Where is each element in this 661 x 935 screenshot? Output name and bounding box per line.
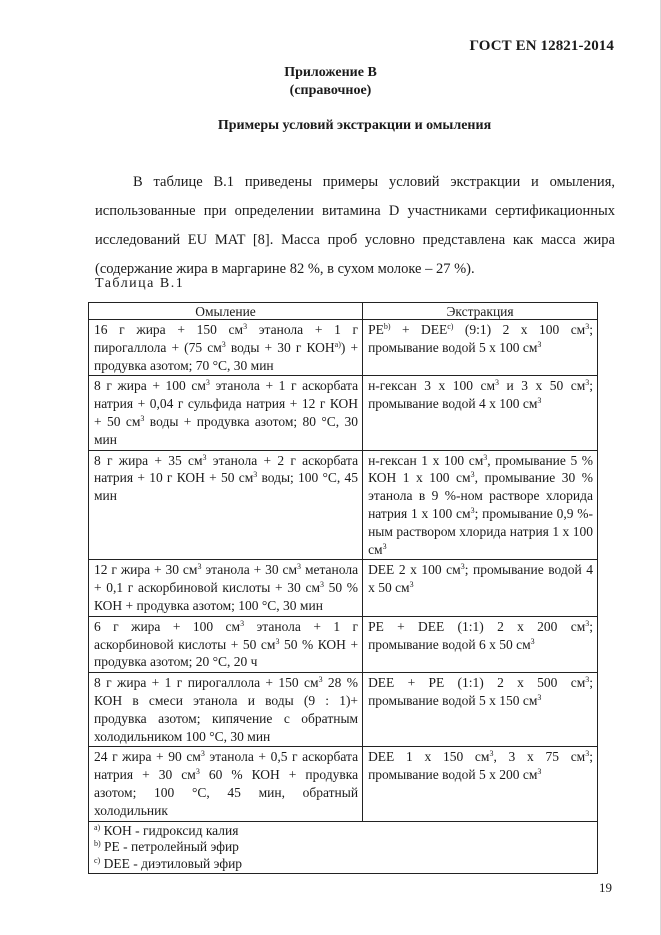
saponification-cell: 12 г жира + 30 $см^3$ этанола + 30 $см^3$ метанола + 0,1 г аскорбиновой кислоты + 30 $см^3$ 50 % КОН + продувка азотом; 100 °C, 30 мин <box>89 560 363 616</box>
footnote: $^{a)}$ КОН - гидроксид калия <box>94 822 239 838</box>
annex-subtitle: (справочное) <box>289 83 372 98</box>
header-extraction: Экстракция <box>363 303 598 320</box>
annex-title: Приложение В <box>284 65 377 80</box>
saponification-cell: 6 г жира + 100 $см^3$ этанола + 1 г аскорбиновой кислоты + 50 $см^3$ 50 % КОН + продувка азотом; 20 °C, 20 ч <box>89 616 363 672</box>
footnotes-row <box>89 821 598 874</box>
footnote-mark: b) <box>94 839 101 849</box>
table-row <box>89 376 598 450</box>
table-row <box>89 560 598 616</box>
table-header-row <box>89 303 598 320</box>
section-title: Примеры условий экстракции и омыления <box>217 118 492 133</box>
intro-paragraph: В таблице В.1 приведены примеры условий экстракции и омыления, использованные при определении витамина D участниками сертификационных исследований EU MAT [8]. Масса проб условно представлена как масса жира (содержание жира в маргарине 82 %, в сухом молоке – 27 %). <box>95 174 615 277</box>
table-row <box>89 747 598 821</box>
table-row <box>89 673 598 747</box>
table-row <box>89 616 598 672</box>
header-saponification: Омыление <box>89 303 363 320</box>
extraction-cell: PE + DEE (1:1) 2 x 200 $см^3$; промывание водой 6 x 50 $см^3$ <box>363 616 598 672</box>
conditions-table <box>88 302 598 874</box>
saponification-cell: 16 г жира + 150 $см^3$ этанола + 1 г пирогаллола + (75 $см^3$ воды + 30 г $КОН^{a)}$) + продувка азотом; 70 °C, 30 мин <box>89 320 363 376</box>
extraction-cell: $PE^{b)} + DEE^{c)}$ (9:1) 2 x 100 $см^3$; промывание водой 5 x 100 $см^3$ <box>363 320 598 376</box>
extraction-cell: DEE + PE (1:1) 2 x 500 $см^3$; промывание водой 5 x 150 $см^3$ <box>363 673 598 747</box>
extraction-cell: н-гексан 1 x 100 $см^3$, промывание 5 % КОН 1 x 100 $см^3$, промывание 30 % этанола в 9 %-ном растворе хлорида натрия 1 x 100 $см^3$; промывание 0,9 %-ным раствором хлорида натрия 1 x 100 $см^3$ <box>363 450 598 560</box>
table-row <box>89 320 598 376</box>
extraction-cell: DEE 1 x 150 $см^3$, 3 x 75 $см^3$; промывание водой 5 x 200 $см^3$ <box>363 747 598 821</box>
footnote-mark: a) <box>94 822 101 832</box>
footnote: $^{b)}$ PE - петролейный эфир <box>94 839 239 855</box>
table-row <box>89 450 598 560</box>
standard-code: ГОСТ EN 12821-2014 <box>469 38 614 54</box>
extraction-cell: н-гексан 3 x 100 $см^3$ и 3 x 50 $см^3$; промывание водой 4 x 100 $см^3$ <box>363 376 598 450</box>
extraction-cell: DEE 2 x 100 $см^3$; промывание водой 4 x 50 $см^3$ <box>363 560 598 616</box>
footnote: $^{c)}$ DEE - диэтиловый эфир <box>94 855 243 871</box>
saponification-cell: 8 г жира + 100 $см^3$ этанола + 1 г аскорбата натрия + 0,04 г сульфида натрия + 12 г КОН + 50 $см^3$ воды + продувка азотом; 80 °C, 30 мин <box>89 376 363 450</box>
footnote-mark: c) <box>94 855 101 865</box>
footnotes-cell <box>89 821 598 874</box>
page-number: 19 <box>599 880 612 895</box>
saponification-cell: 8 г жира + 1 г пирогаллола + 150 $см^3$ 28 % КОН в смеси этанола и воды (9 : 1)+ продувка азотом; кипячение с обратным холодильником 100 °C, 30 мин <box>89 673 363 747</box>
table-caption: Таблица В.1 <box>95 276 185 291</box>
saponification-cell: 24 г жира + 90 $см^3$ этанола + 0,5 г аскорбата натрия + 30 $см^3$ 60 % КОН + продувка азотом; 100 °C, 45 мин, обратный холодильник <box>89 747 363 821</box>
saponification-cell: 8 г жира + 35 $см^3$ этанола + 2 г аскорбата натрия + 10 г КОН + 50 $см^3$ воды; 100 °C, 45 мин <box>89 450 363 560</box>
